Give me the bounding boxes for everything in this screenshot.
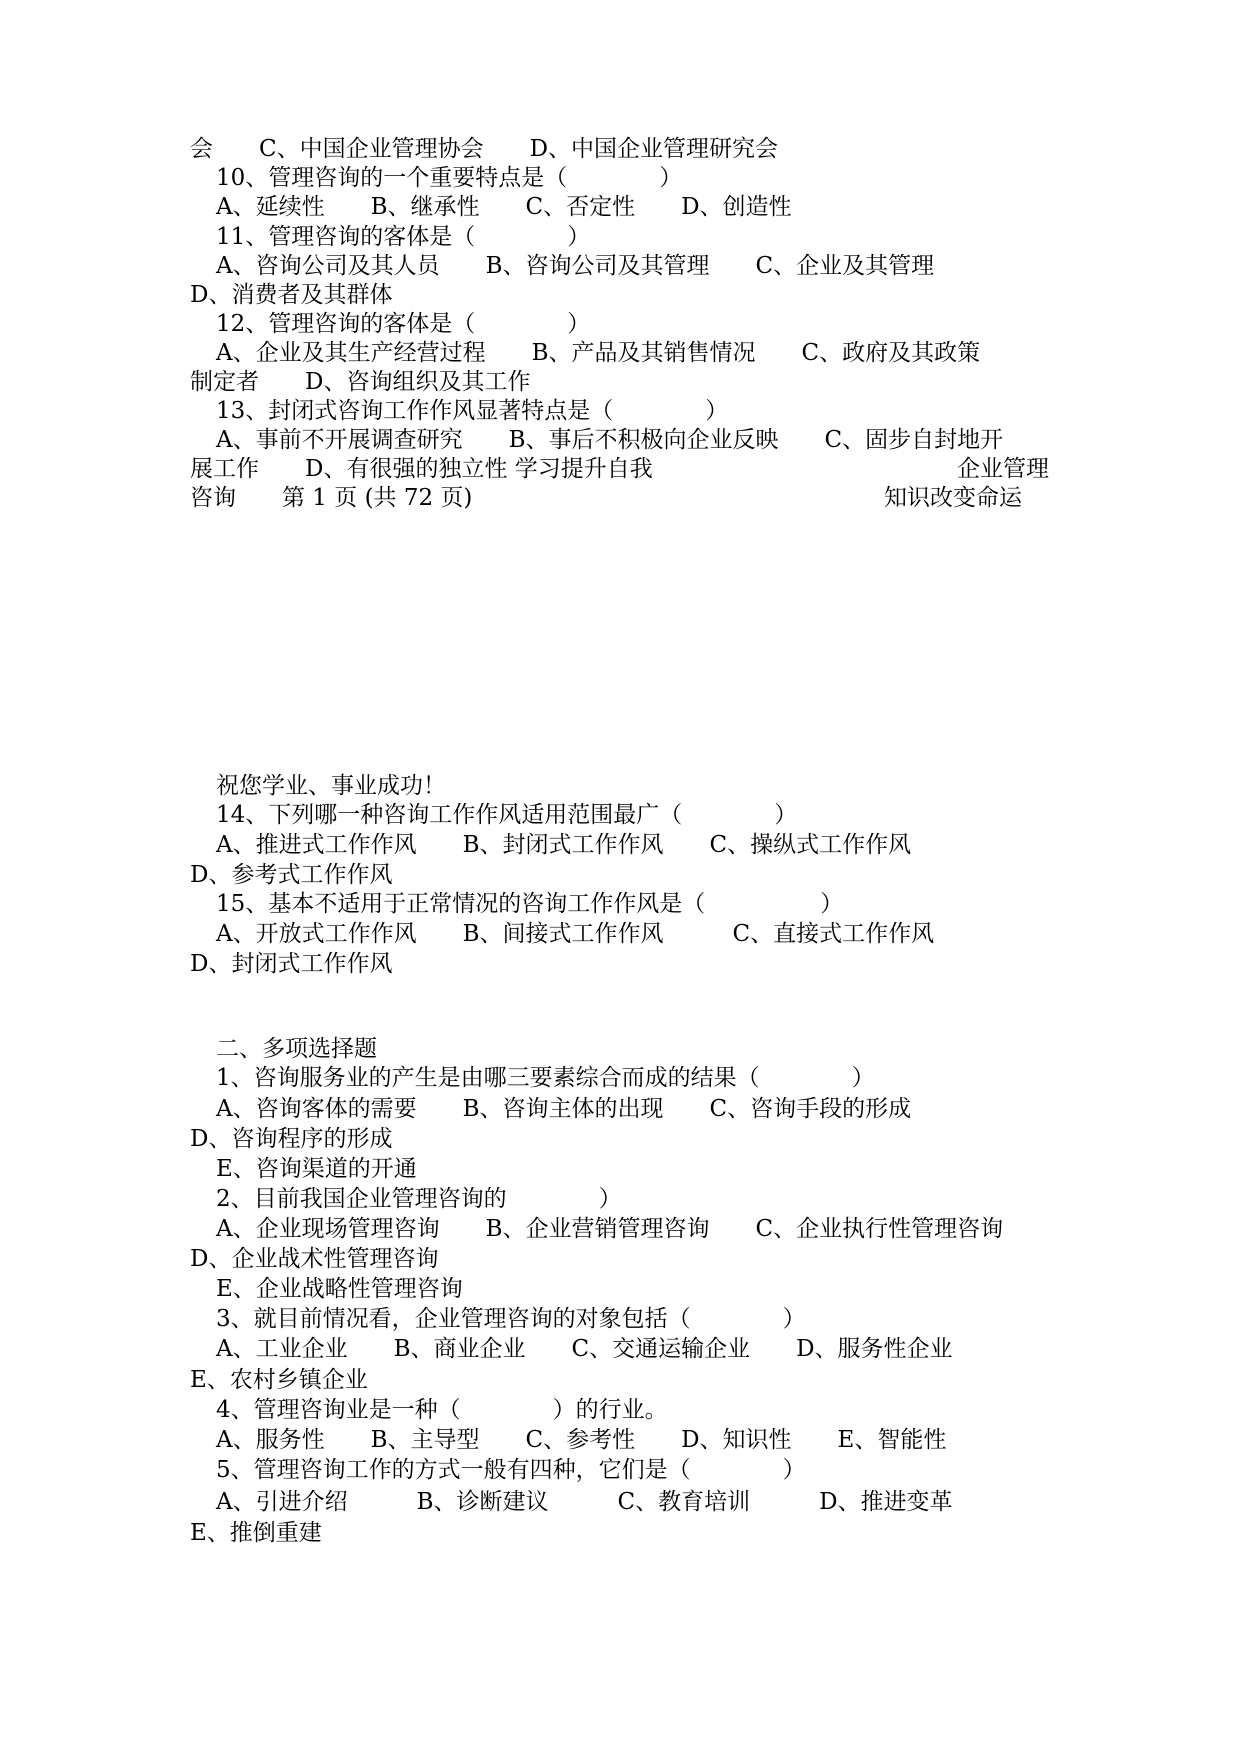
footer-right-label: 企业管理 <box>957 456 1049 482</box>
question-15-options: A、开放式工作作风 B、间接式工作作风 C、直接式工作作风 <box>216 921 935 947</box>
question-11-options: A、咨询公司及其人员 B、咨询公司及其管理 C、企业及其管理 <box>216 253 935 279</box>
mc-question-1-options: A、咨询客体的需要 B、咨询主体的出现 C、咨询手段的形成 <box>216 1096 912 1122</box>
question-14-options-cont: D、参考式工作作风 <box>190 862 393 888</box>
question-13-options: A、事前不开展调查研究 B、事后不积极向企业反映 C、固步自封地开 <box>216 427 1004 453</box>
mc-question-5-options-cont: E、推倒重建 <box>190 1520 322 1546</box>
question-15: 15、基本不适用于正常情况的咨询工作作风是（ ） <box>216 891 844 917</box>
mc-question-1: 1、咨询服务业的产生是由哪三要素综合而成的结果（ ） <box>216 1065 875 1091</box>
mc-question-4-options: A、服务性 B、主导型 C、参考性 D、知识性 E、智能性 <box>216 1427 947 1453</box>
question-13-options-cont: 展工作 D、有很强的独立性 学习提升自我 <box>190 456 653 482</box>
mc-question-5: 5、管理咨询工作的方式一般有四种，它们是（ ） <box>216 1457 806 1483</box>
question-12-options: A、企业及其生产经营过程 B、产品及其销售情况 C、政府及其政策 <box>216 340 981 366</box>
mc-question-2-options: A、企业现场管理咨询 B、企业营销管理咨询 C、企业执行性管理咨询 <box>216 1216 1004 1242</box>
question-12: 12、管理咨询的客体是（ ） <box>216 311 591 337</box>
question-11-options-cont: D、消费者及其群体 <box>190 282 393 308</box>
question-14: 14、下列哪一种咨询工作作风适用范围最广（ ） <box>216 802 798 828</box>
question-15-options-cont: D、封闭式工作作风 <box>190 951 393 977</box>
wish-line: 祝您学业、事业成功！ <box>216 773 446 799</box>
mc-question-2-options-cont2: E、企业战略性管理咨询 <box>216 1276 463 1302</box>
mc-question-5-options: A、引进介绍 B、诊断建议 C、教育培训 D、推进变革 <box>216 1489 953 1515</box>
mc-question-1-options-cont: D、咨询程序的形成 <box>190 1126 393 1152</box>
question-10-options: A、延续性 B、继承性 C、否定性 D、创造性 <box>216 194 792 220</box>
section-heading: 二、多项选择题 <box>216 1036 377 1062</box>
mc-question-2-options-cont: D、企业战术性管理咨询 <box>190 1246 439 1272</box>
mc-question-2: 2、目前我国企业管理咨询的 ） <box>216 1186 622 1212</box>
question-11: 11、管理咨询的客体是（ ） <box>216 224 591 250</box>
question-14-options: A、推进式工作作风 B、封闭式工作作风 C、操纵式工作作风 <box>216 832 912 858</box>
question-13: 13、封闭式咨询工作作风显著特点是（ ） <box>216 398 729 424</box>
text-line: 会 C、中国企业管理协会 D、中国企业管理研究会 <box>190 136 779 162</box>
footer-right-label-2: 知识改变命运 <box>884 485 1022 511</box>
mc-question-3: 3、就目前情况看，企业管理咨询的对象包括（ ） <box>216 1306 806 1332</box>
question-10: 10、管理咨询的一个重要特点是（ ） <box>216 165 683 191</box>
mc-question-4: 4、管理咨询业是一种（ ）的行业。 <box>216 1397 668 1423</box>
mc-question-3-options: A、工业企业 B、商业企业 C、交通运输企业 D、服务性企业 <box>216 1336 953 1362</box>
question-12-options-cont: 制定者 D、咨询组织及其工作 <box>190 369 531 395</box>
mc-question-1-options-cont2: E、咨询渠道的开通 <box>216 1156 417 1182</box>
mc-question-3-options-cont: E、农村乡镇企业 <box>190 1367 368 1393</box>
page-footer: 咨询 第 1 页 (共 72 页) <box>190 485 473 511</box>
